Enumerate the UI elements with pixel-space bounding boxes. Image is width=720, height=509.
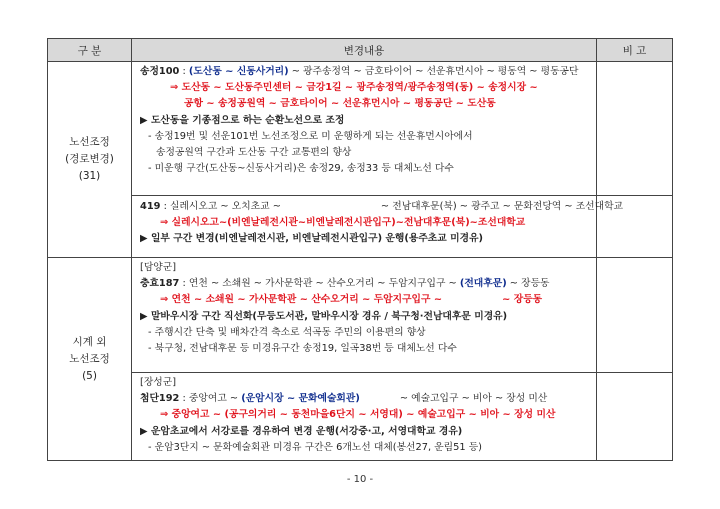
new-route-line: ⇒ 도산동 ~ 도산동주민센터 ~ 금강1길 ~ 광주송정역/광주송정역(동) ~ 송정시장 ~ [170, 82, 538, 94]
route-after: ~ 장등동 [506, 278, 550, 290]
table-row [48, 373, 673, 461]
route-before: 실레시오고 ~ 오치초교 ~ [169, 201, 281, 212]
detail-line: - 북구청, 전남대후문 등 미경유구간 송정19, 일곡38번 등 대체노선 다수 [148, 343, 457, 355]
colon: : [179, 393, 189, 405]
colon: : [179, 278, 189, 290]
header-remark: 비 고 [597, 39, 673, 62]
removed-segment: (운암시장 ~ 문화예술회관) [241, 393, 360, 405]
new-route-line [140, 292, 590, 308]
colon: : [179, 66, 189, 77]
remark-cell [597, 258, 673, 373]
route-before: 연천 ~ 소쇄원 ~ 가사문학관 ~ 산수오거리 ~ 두암지구입구 ~ [188, 278, 460, 290]
route-line [140, 391, 590, 407]
remark-cell [597, 373, 673, 461]
detail-line: - 미운행 구간(도산동~신동사거리)은 송정29, 송정33 등 대체노선 다수 [148, 163, 454, 175]
route-cell-chunghyo187 [132, 258, 597, 373]
route-line [140, 64, 590, 80]
route-after: ~ 예술고입구 ~ 비아 ~ 장성 미산 [399, 393, 548, 405]
route-line [140, 276, 590, 292]
table-row [48, 196, 673, 258]
header-category: 구 분 [48, 39, 132, 62]
bullet-point: ▶ 말바우시장 구간 직선화(무등도서관, 말바우시장 경유 / 북구청·전남대후문 미경유) [140, 310, 508, 322]
header-content: 변경내용 [132, 39, 597, 62]
detail-line: - 주행시간 단축 및 배차간격 축소로 석곡동 주민의 이용편의 향상 [148, 326, 426, 338]
route-before: 중앙여고 ~ [188, 393, 242, 405]
detail-line: 송정공원역 구간과 도산동 구간 교통편의 향상 [156, 147, 352, 159]
route-number: 충효187 [140, 278, 180, 290]
page-number: - 10 - [346, 474, 374, 485]
route-number: 첨단192 [140, 393, 180, 405]
category-line: 노선조정 [69, 352, 110, 365]
route-cell-419 [132, 196, 624, 258]
route-after: ~ 전남대후문(북) ~ 광주고 ~ 문화전당역 ~ 조선대학교 [380, 201, 624, 212]
table-row [48, 62, 673, 196]
remark-cell [597, 62, 673, 196]
detail-line: - 운암3단지 ~ 문화예술회관 미경유 구간은 6개노선 대체(봉선27, 운림51 등) [148, 441, 482, 453]
category-line: (31) [78, 170, 101, 182]
table-row [48, 258, 673, 373]
route-cell-songjeong100 [132, 62, 597, 196]
region-label: [담양군] [140, 262, 177, 273]
bullet-point: ▶ 일부 구간 변경(비엔날레전시관, 비엔날레전시관입구) 운행(용주초교 미경유) [140, 233, 484, 245]
new-route-line: ⇒ 실레시오고~(비엔날레전시관~비엔날레전시관입구)~전남대후문(북)~조선대학교 [160, 217, 526, 229]
route-rest: ~ 광주송정역 ~ 금호타이어 ~ 선운휴먼시아 ~ 평동역 ~ 평동공단 [288, 66, 579, 77]
bullet-point: ▶ 운암초교에서 서강로를 경유하여 변경 운행(서강중·고, 서영대학교 경유) [140, 425, 463, 437]
category-line: (경로변경) [65, 153, 114, 165]
category-line: (5) [82, 369, 97, 382]
removed-segment: (전대후문) [459, 278, 507, 290]
colon: : [160, 201, 170, 212]
table-header-row [48, 39, 673, 62]
region-label: [장성군] [140, 377, 177, 388]
route-number: 419 [140, 201, 161, 212]
route-line [140, 199, 624, 215]
category-route-adjustment [48, 62, 132, 258]
removed-segment: (도산동 ~ 신동사거리) [188, 66, 289, 77]
category-line: 시계 외 [72, 335, 107, 348]
category-outside-city [48, 258, 132, 461]
route-number: 송정100 [140, 66, 180, 77]
route-change-table [47, 38, 673, 461]
new-route-before: ⇒ 연천 ~ 소쇄원 ~ 가사문학관 ~ 산수오거리 ~ 두암지구입구 ~ [160, 294, 443, 306]
new-route-line: 공항 ~ 송정공원역 ~ 금호타이어 ~ 선운휴먼시아 ~ 평동공단 ~ 도산동 [184, 98, 496, 110]
category-line: 노선조정 [69, 136, 110, 148]
bullet-point: ▶ 도산동을 기종점으로 하는 순환노선으로 조정 [140, 114, 345, 126]
new-route-line: ⇒ 중앙여고 ~ (공구의거리 ~ 동천마을6단지 ~ 서영대) ~ 예술고입구 ~ 비아 ~ 장성 미산 [160, 409, 556, 421]
detail-line: - 송정19번 및 선운101번 노선조정으로 미 운행하게 되는 선운휴먼시아에서 [148, 130, 473, 142]
route-cell-cheomdan192 [132, 373, 597, 461]
new-route-after: ~ 장등동 [502, 294, 543, 306]
